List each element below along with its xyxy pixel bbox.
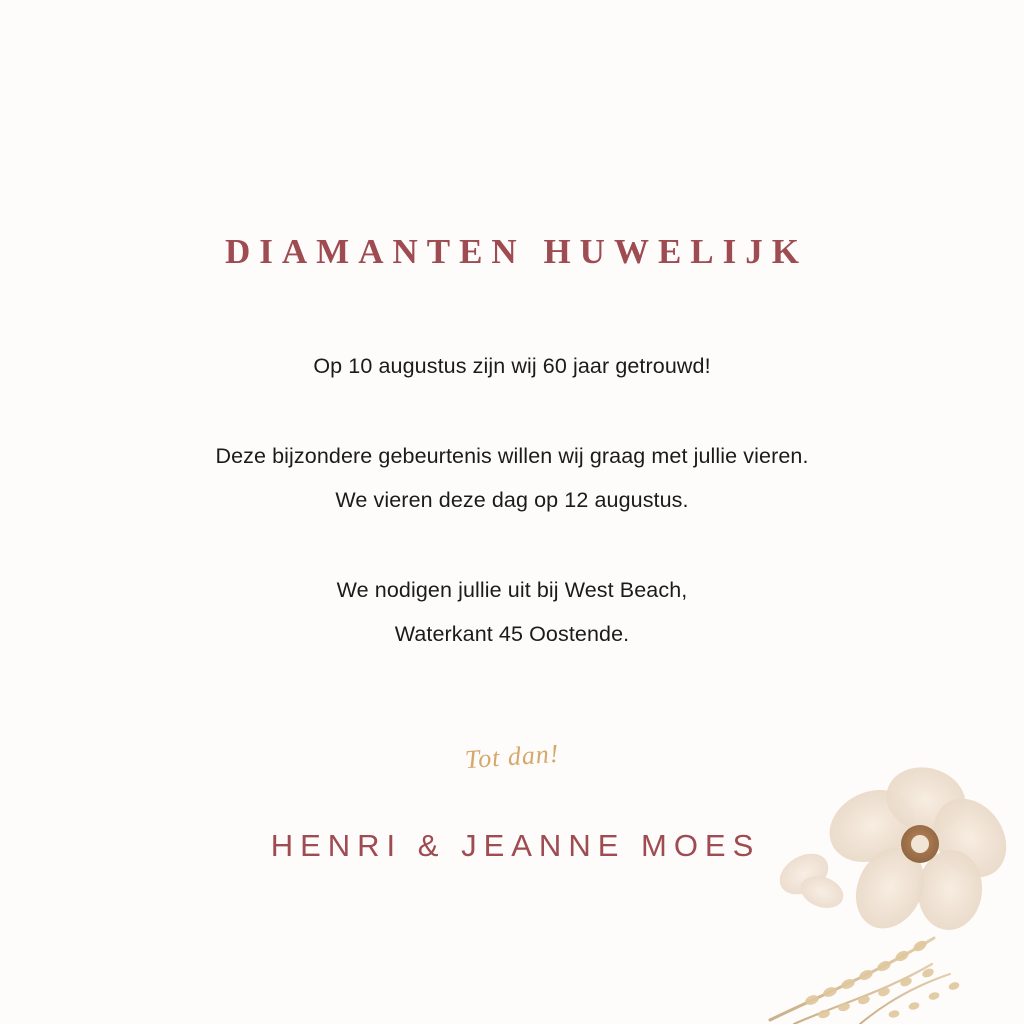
page-title: DIAMANTEN HUWELIJK (224, 232, 808, 271)
body-line-2: Deze bijzondere gebeurtenis willen wij graag met jullie vieren. (215, 444, 809, 468)
body-line-1: Op 10 augustus zijn wij 60 jaar getrouwd! (313, 354, 711, 378)
couple-names: HENRI & JEANNE MOES (270, 828, 761, 863)
body-line-3: We vieren deze dag op 12 augustus. (335, 488, 689, 512)
spacer (122, 388, 902, 434)
body-line-4: We nodigen jullie uit bij West Beach, (336, 578, 688, 602)
invitation-body (122, 344, 902, 656)
signoff-script: Tot dan! (463, 738, 561, 775)
spacer (122, 522, 902, 568)
body-line-5: Waterkant 45 Oostende. (394, 622, 630, 646)
